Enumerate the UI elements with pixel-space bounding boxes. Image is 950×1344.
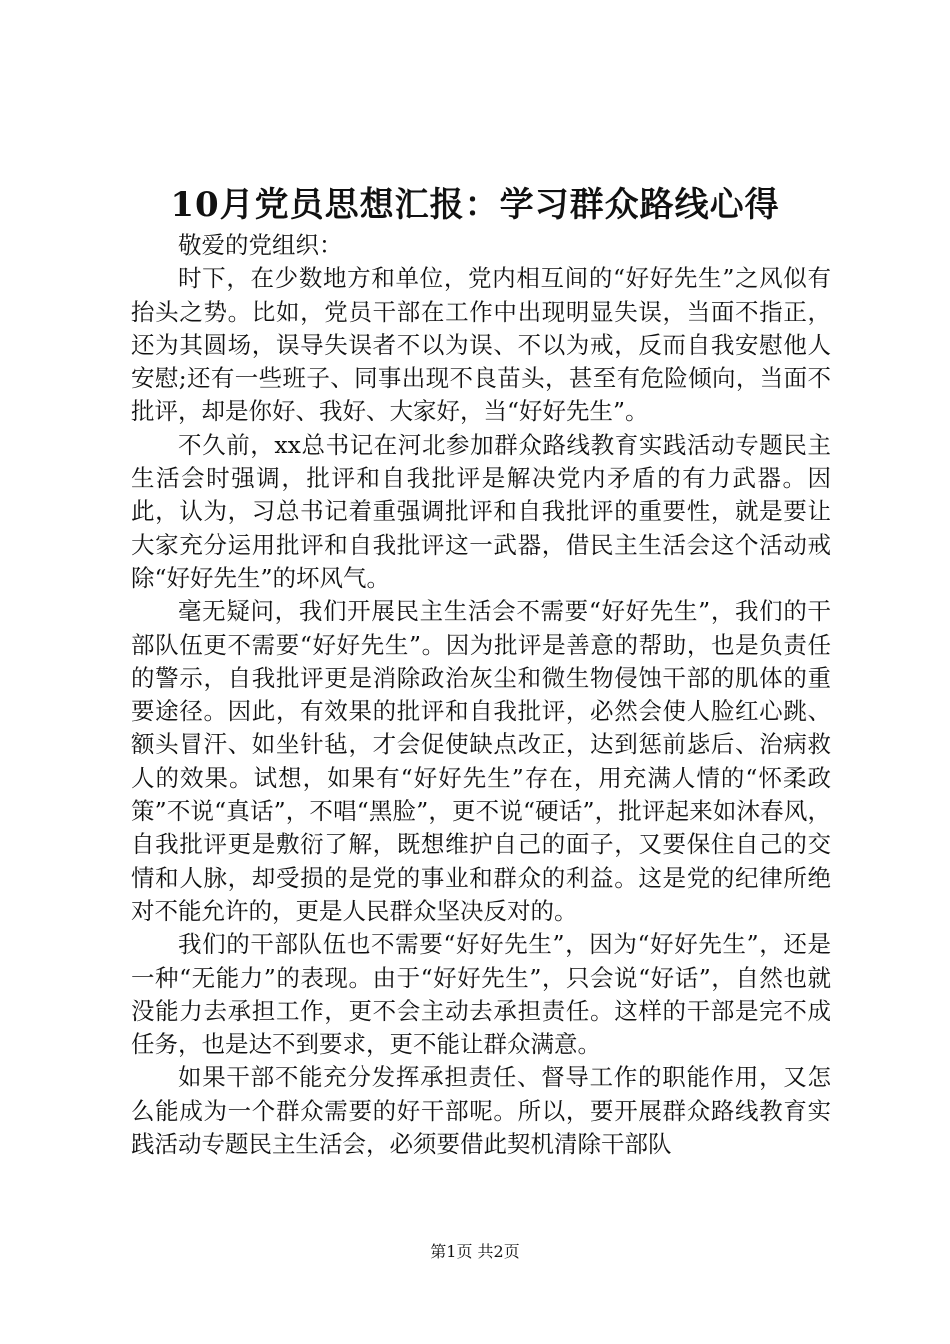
document-title: 10月党员思想汇报：学习群众路线心得 — [170, 185, 780, 225]
page-footer: 第1页 共2页 — [430, 1242, 520, 1261]
paragraph-1: 时下，在少数地方和单位，党内相互间的“好好先生”之风似有抬头之势。比如，党员干部在工作中出现明显失误，当面不指正，还为其圆场，误导失误者不以为误、不以为戒，反而自我安慰他人安慰;还有一些班子、同事出现不良苗头，甚至有危险倾向，当面不批评，却是你好、我好、大家好，当“好好先生”。 — [131, 264, 831, 426]
paragraph-5: 如果干部不能充分发挥承担责任、督导工作的职能作用，又怎么能成为一个群众需要的好干部呢。所以，要开展群众路线教育实践活动专题民主生活会，必须要借此契机清除干部队 — [131, 1063, 831, 1159]
document-body — [131, 229, 831, 1161]
salutation: 敬爱的党组织： — [178, 231, 343, 259]
paragraph-2: 不久前，xx总书记在河北参加群众路线教育实践活动专题民主生活会时强调，批评和自我批评是解决党内矛盾的有力武器。因此，认为，习总书记着重强调批评和自我批评的重要性，就是要让大家充分运用批评和自我批评这一武器，借民主生活会这个活动戒除“好好先生”的坏风气。 — [131, 430, 831, 592]
paragraph-4: 我们的干部队伍也不需要“好好先生”，因为“好好先生”，还是一种“无能力”的表现。由于“好好先生”，只会说“好话”，自然也就没能力去承担工作，更不会主动去承担责任。这样的干部是完不成任务，也是达不到要求，更不能让群众满意。 — [131, 930, 831, 1059]
paragraph-3: 毫无疑问，我们开展民主生活会不需要“好好先生”，我们的干部队伍更不需要“好好先生”。因为批评是善意的帮助，也是负责任的警示，自我批评更是消除政治灰尘和微生物侵蚀干部的肌体的重要途径。因此，有效果的批评和自我批评，必然会使人脸红心跳、额头冒汗、如坐针毡，才会促使缺点改正，达到惩前毖后、治病救人的效果。试想，如果有“好好先生”存在，用充满人情的“怀柔政策”不说“真话”，不唱“黑脸”，更不说“硬话”，批评起来如沐春风，自我批评更是敷衍了解，既想维护自己的面子，又要保住自己的交情和人脉，却受损的是党的事业和群众的利益。这是党的纪律所绝对不能允许的，更是人民群众坚决反对的。 — [131, 597, 831, 925]
